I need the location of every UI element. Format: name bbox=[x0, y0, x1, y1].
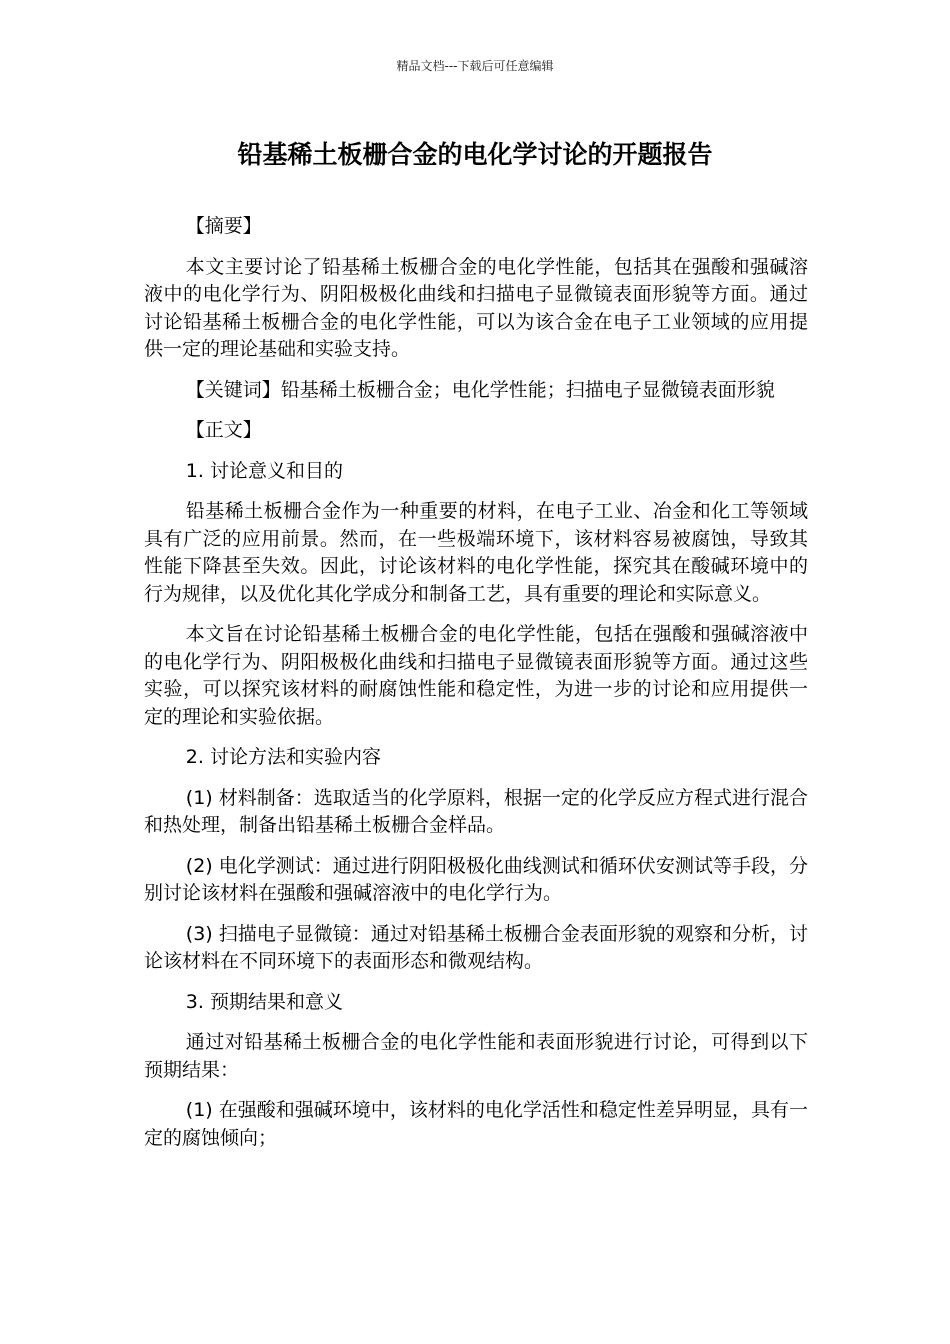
keywords-paragraph: 【关键词】铅基稀土板栅合金；电化学性能；扫描电子显微镜表面形貌 bbox=[185, 378, 775, 401]
method-item-3: (3) 扫描电子显微镜：通过对铅基稀土板栅合金表面形貌的观察和分析，讨论该材料在不同环境下的表面形态和微观结构。 bbox=[144, 922, 808, 972]
page-header-note: 精品文档---下载后可任意编辑 bbox=[396, 59, 554, 73]
body-paragraph: 通过对铅基稀土板栅合金的电化学性能和表面形貌进行讨论，可得到以下预期结果： bbox=[144, 1031, 808, 1081]
method-item-1: (1) 材料制备：选取适当的化学原料，根据一定的化学反应方程式进行混合和热处理，制备出铅基稀土板栅合金样品。 bbox=[144, 786, 808, 836]
abstract-heading: 【摘要】 bbox=[185, 215, 262, 237]
section-heading-3: 3. 预期结果和意义 bbox=[185, 990, 343, 1013]
body-paragraph: 本文旨在讨论铅基稀土板栅合金的电化学性能，包括在强酸和强碱溶液中的电化学行为、阴阳极极化曲线和扫描电子显微镜表面形貌等方面。通过这些实验，可以探究该材料的耐腐蚀性能和稳定性，为进一步的讨论和应用提供一定的理论和实验依据。 bbox=[144, 623, 808, 728]
abstract-paragraph: 本文主要讨论了铅基稀土板栅合金的电化学性能，包括其在强酸和强碱溶液中的电化学行为、阴阳极极化曲线和扫描电子显微镜表面形貌等方面。通过讨论铅基稀土板栅合金的电化学性能，可以为该合金在电子工业领域的应用提供一定的理论基础和实验支持。 bbox=[144, 255, 808, 360]
body-heading: 【正文】 bbox=[185, 419, 262, 441]
document-title: 铅基稀土板栅合金的电化学讨论的开题报告 bbox=[237, 140, 713, 169]
section-heading-1: 1. 讨论意义和目的 bbox=[185, 459, 343, 482]
result-item-1: (1) 在强酸和强碱环境中，该材料的电化学活性和稳定性差异明显，具有一定的腐蚀倾向； bbox=[144, 1099, 808, 1149]
method-item-2: (2) 电化学测试：通过进行阴阳极极化曲线测试和循环伏安测试等手段，分别讨论该材料在强酸和强碱溶液中的电化学行为。 bbox=[144, 854, 808, 904]
document-body bbox=[144, 213, 808, 1165]
section-heading-2: 2. 讨论方法和实验内容 bbox=[185, 746, 381, 768]
body-paragraph: 铅基稀土板栅合金作为一种重要的材料，在电子工业、冶金和化工等领域具有广泛的应用前景。然而，在一些极端环境下，该材料容易被腐蚀，导致其性能下降甚至失效。因此，讨论该材料的电化学性能，探究其在酸碱环境中的行为规律，以及优化其化学成分和制备工艺，具有重要的理论和实际意义。 bbox=[144, 500, 808, 605]
